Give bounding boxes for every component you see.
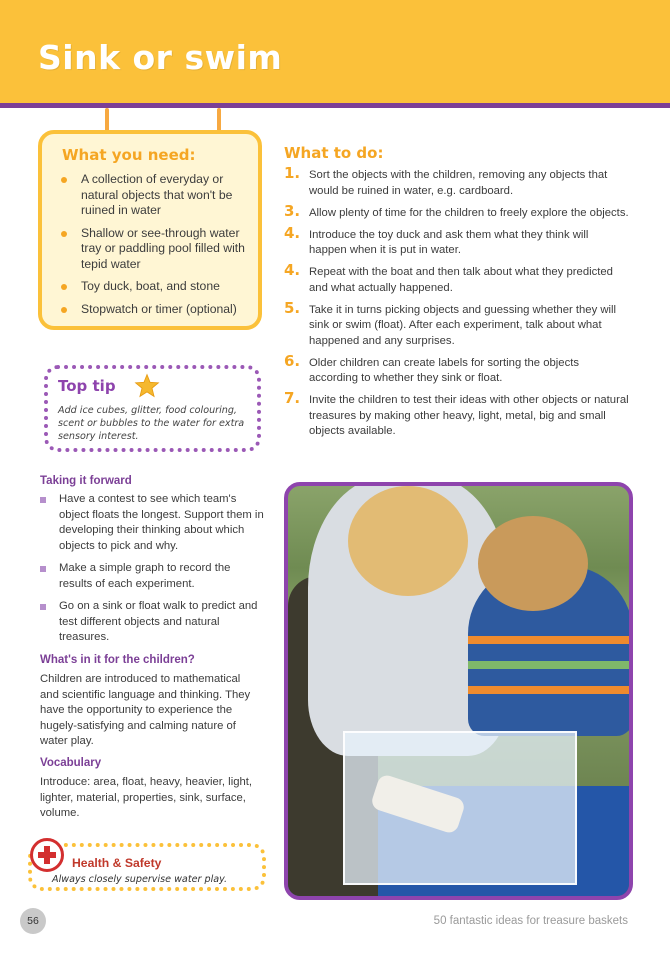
step-item xyxy=(284,389,629,440)
taking-forward-heading: Taking it forward xyxy=(40,475,132,487)
list-item: Have a contest to see which team's object floats the longest. Support them in developing their thinking about which objects to pick and why. xyxy=(40,492,265,554)
step-item xyxy=(284,164,629,199)
list-item: Stopwatch or timer (optional) xyxy=(58,302,253,318)
what-you-need-title: What you need: xyxy=(62,146,196,164)
first-aid-cross-icon xyxy=(30,838,64,872)
photo-child-right-hair xyxy=(478,516,588,611)
top-tip-text: Add ice cubes, glitter, food colouring, scent or bubbles to the water for extra sensory interest. xyxy=(58,405,245,442)
photo-sweater-stripe xyxy=(468,636,633,644)
step-text: Introduce the toy duck and ask them what they think will happen when it is put in water. xyxy=(309,228,589,256)
photo-sweater-stripe xyxy=(468,661,633,669)
step-number: 5. xyxy=(284,298,301,317)
page-title: Sink or swim xyxy=(38,38,283,77)
step-item xyxy=(284,261,629,296)
list-item: Toy duck, boat, and stone xyxy=(58,279,253,295)
whats-in-it-heading: What's in it for the children? xyxy=(40,654,195,666)
vocabulary-heading: Vocabulary xyxy=(40,757,102,769)
footer-book-title: 50 fantastic ideas for treasure baskets xyxy=(433,915,628,927)
whats-in-it-text: Children are introduced to mathematical and scientific language and thinking. They have the opportunity to experience the hugely-satisfying and calming nature of water play. xyxy=(40,673,251,747)
what-you-need-list xyxy=(58,172,253,324)
what-to-do-list xyxy=(284,164,629,446)
step-text: Allow plenty of time for the children to freely explore the objects. xyxy=(309,206,629,219)
health-safety-title: Health & Safety xyxy=(72,856,162,870)
step-number: 3. xyxy=(284,201,301,220)
step-item xyxy=(284,351,629,387)
step-text: Older children can create labels for sorting the objects according to whether they sink or float. xyxy=(309,356,580,384)
page-number: 56 xyxy=(20,908,46,934)
top-tip-box xyxy=(44,365,261,452)
step-item xyxy=(284,298,629,350)
list-item: Shallow or see-through water tray or paddling pool filled with tepid water xyxy=(58,226,253,273)
step-text: Take it in turns picking objects and guessing whether they will sink or swim (float). After each experiment, talk about what happened and any surprises. xyxy=(309,303,617,347)
photo-child-left-hair xyxy=(348,486,468,596)
step-item xyxy=(284,223,629,259)
what-to-do-title: What to do: xyxy=(284,144,384,162)
list-item: A collection of everyday or natural objects that won't be ruined in water xyxy=(58,172,253,219)
step-text: Repeat with the boat and then talk about what they predicted and what actually happened. xyxy=(309,266,613,294)
star-icon xyxy=(134,373,160,399)
box-hanger-left xyxy=(105,108,109,132)
step-number: 4. xyxy=(284,261,301,279)
children-water-play-photo xyxy=(284,482,633,900)
top-tip-title: Top tip xyxy=(58,377,116,395)
step-text: Sort the objects with the children, removing any objects that would be ruined in water, e.g. cardboard. xyxy=(309,169,608,197)
step-number: 7. xyxy=(284,389,301,407)
taking-forward-list xyxy=(40,492,265,653)
what-you-need-box xyxy=(38,130,262,330)
list-item: Go on a sink or float walk to predict and test different objects and natural treasures. xyxy=(40,599,265,646)
vocabulary-text: Introduce: area, float, heavy, heavier, light, lighter, material, properties, sink, surface, volume. xyxy=(40,776,253,819)
step-number: 6. xyxy=(284,351,301,370)
step-number: 4. xyxy=(284,223,301,242)
step-item xyxy=(284,201,629,222)
list-item: Make a simple graph to record the results of each experiment. xyxy=(40,561,265,592)
step-text: Invite the children to test their ideas with other objects or natural treasures by making other heavy, light, metal, big and small objects available. xyxy=(309,394,629,437)
health-safety-text: Always closely supervise water play. xyxy=(52,874,228,885)
page-header xyxy=(0,0,670,108)
photo-sweater-stripe xyxy=(468,686,633,694)
box-hanger-right xyxy=(217,108,221,132)
step-number: 1. xyxy=(284,164,301,182)
